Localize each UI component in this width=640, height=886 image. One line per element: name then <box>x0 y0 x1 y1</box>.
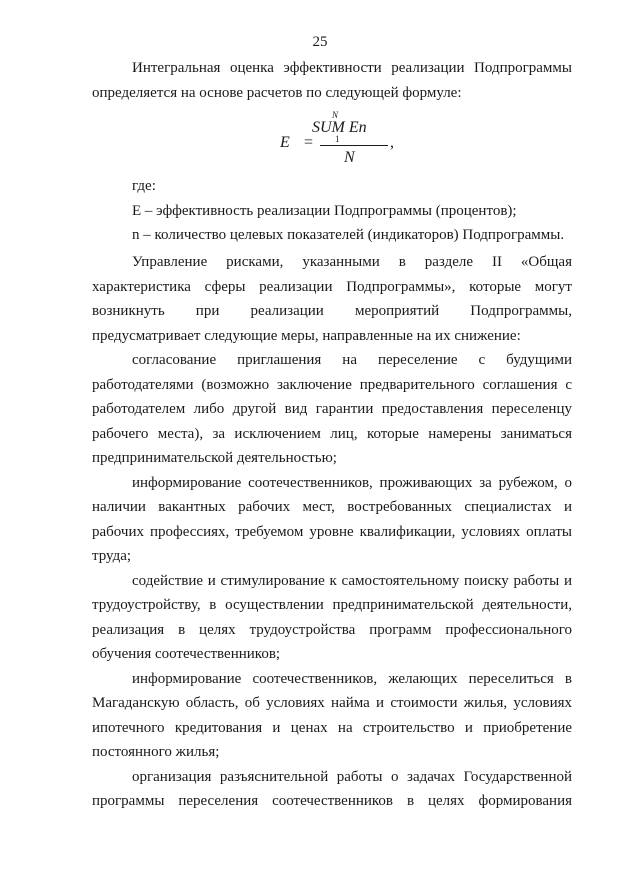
formula-numerator: SUM En <box>312 119 367 136</box>
formula-denominator: N <box>344 149 355 166</box>
where-label: где: <box>132 178 156 194</box>
intro-block <box>92 56 572 105</box>
measure-paragraph: согласование приглашения на переселение с будущими работодателями (возможно заключение предварительного соглашения с работодателем либо другой вид гарантии предоставления переселенцу рабочего места), за исключением лиц, которые намерены заниматься предпринимательской деятельностью; <box>92 352 572 466</box>
definition-e: E – эффективность реализации Подпрограммы (процентов); <box>132 202 517 219</box>
definitions-block <box>92 174 572 248</box>
formula-upper-limit: N <box>332 110 339 120</box>
measure-paragraph: информирование соотечественников, проживающих за рубежом, о наличии вакантных рабочих мест, востребованных специалистах и рабочих профессиях, требуемом уровне квалификации, условиях оплаты труда; <box>92 474 572 564</box>
fraction-line <box>320 145 388 146</box>
measure-paragraph: организация разъяснительной работы о задачах Государственной программы переселения соотечественников в целях формирования <box>92 768 572 809</box>
definition-n: n – количество целевых показателей (индикаторов) Подпрограммы. <box>132 227 565 243</box>
formula-comma: , <box>390 134 394 151</box>
risk-intro-paragraph: Управление рисками, указанными в разделе II «Общая характеристика сферы реализации Подпрограммы», которые могут возникнуть при реализации мероприятий Подпрограммы, предусматривает следующие меры, направленные на их снижение: <box>92 254 572 344</box>
intro-paragraph: Интегральная оценка эффективности реализации Подпрограммы определяется на основе расчетов по следующей формуле: <box>92 60 572 101</box>
efficiency-formula <box>280 110 420 174</box>
measure-paragraph: информирование соотечественников, желающих переселиться в Магаданскую область, об условиях найма и стоимости жилья, условиях ипотечного кредитования и ценах на строительство и приобретение постоянного жилья; <box>92 670 572 760</box>
measures-block <box>92 250 572 814</box>
formula-equals: = <box>304 134 314 151</box>
measure-paragraph: содействие и стимулирование к самостоятельному поиску работы и трудоустройству, в осуществлении предпринимательской деятельности, реализация в целях трудоустройства программ профессионального обучения соотечественников; <box>92 572 572 662</box>
page-number: 25 <box>312 34 328 50</box>
formula-lhs: E <box>280 134 290 151</box>
formula-lower-limit: 1 <box>335 134 340 144</box>
